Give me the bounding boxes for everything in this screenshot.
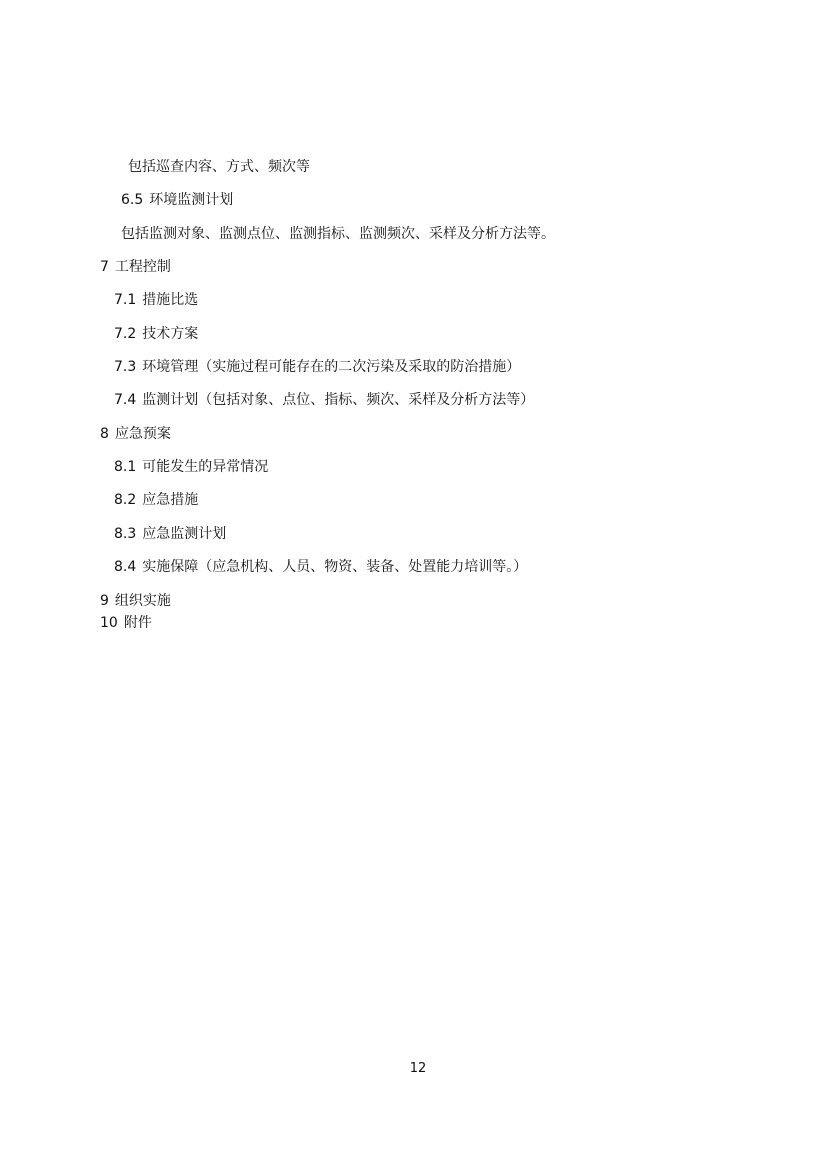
section-heading-8-3 (114, 525, 226, 543)
section-number: 9 (100, 593, 109, 609)
section-title: 环境监测计划 (149, 192, 234, 208)
section-title: 监测计划（包括对象、点位、指标、频次、采样及分析方法等） (142, 392, 535, 408)
section-title: 应急预案 (114, 426, 171, 442)
section-number: 8.1 (114, 459, 137, 475)
section-title: 技术方案 (142, 326, 199, 342)
section-heading-7-2 (114, 325, 198, 343)
page-number: 12 (409, 1061, 427, 1076)
section-number: 7.1 (114, 292, 137, 308)
section-number: 8.3 (114, 526, 137, 542)
section-heading-10 (100, 614, 152, 632)
section-number: 10 (100, 615, 118, 631)
paragraph-text: 包括巡查内容、方式、频次等 (128, 159, 310, 175)
section-heading-7-4 (114, 391, 534, 409)
section-number: 6.5 (121, 192, 144, 208)
section-title: 可能发生的异常情况 (142, 459, 269, 475)
section-title: 附件 (123, 615, 152, 631)
section-title: 实施保障（应急机构、人员、物资、装备、处置能力培训等。） (142, 559, 528, 575)
section-title: 应急措施 (142, 492, 199, 508)
section-number: 8.2 (114, 492, 137, 508)
section-heading-8-1 (114, 458, 268, 476)
paragraph-monitoring (121, 225, 555, 243)
section-title: 工程控制 (114, 259, 171, 275)
section-title: 组织实施 (114, 593, 171, 609)
section-number: 7.4 (114, 392, 137, 408)
section-heading-8-4 (114, 558, 527, 576)
section-heading-7-1 (114, 291, 198, 309)
section-heading-8 (100, 425, 171, 443)
section-heading-9 (100, 592, 171, 610)
section-number: 8 (100, 426, 109, 442)
paragraph-text: 包括监测对象、监测点位、监测指标、监测频次、采样及分析方法等。 (121, 226, 555, 242)
section-number: 8.4 (114, 559, 137, 575)
section-title: 措施比选 (142, 292, 199, 308)
section-number: 7.3 (114, 359, 137, 375)
section-number: 7 (100, 259, 109, 275)
section-title: 应急监测计划 (142, 526, 227, 542)
section-title: 环境管理（实施过程可能存在的二次污染及采取的防治措施） (142, 359, 521, 375)
section-heading-8-2 (114, 491, 198, 509)
section-heading-7-3 (114, 358, 520, 376)
section-heading-7 (100, 258, 171, 276)
paragraph-patrol (128, 158, 310, 176)
section-heading-6-5 (121, 191, 233, 209)
section-number: 7.2 (114, 326, 137, 342)
